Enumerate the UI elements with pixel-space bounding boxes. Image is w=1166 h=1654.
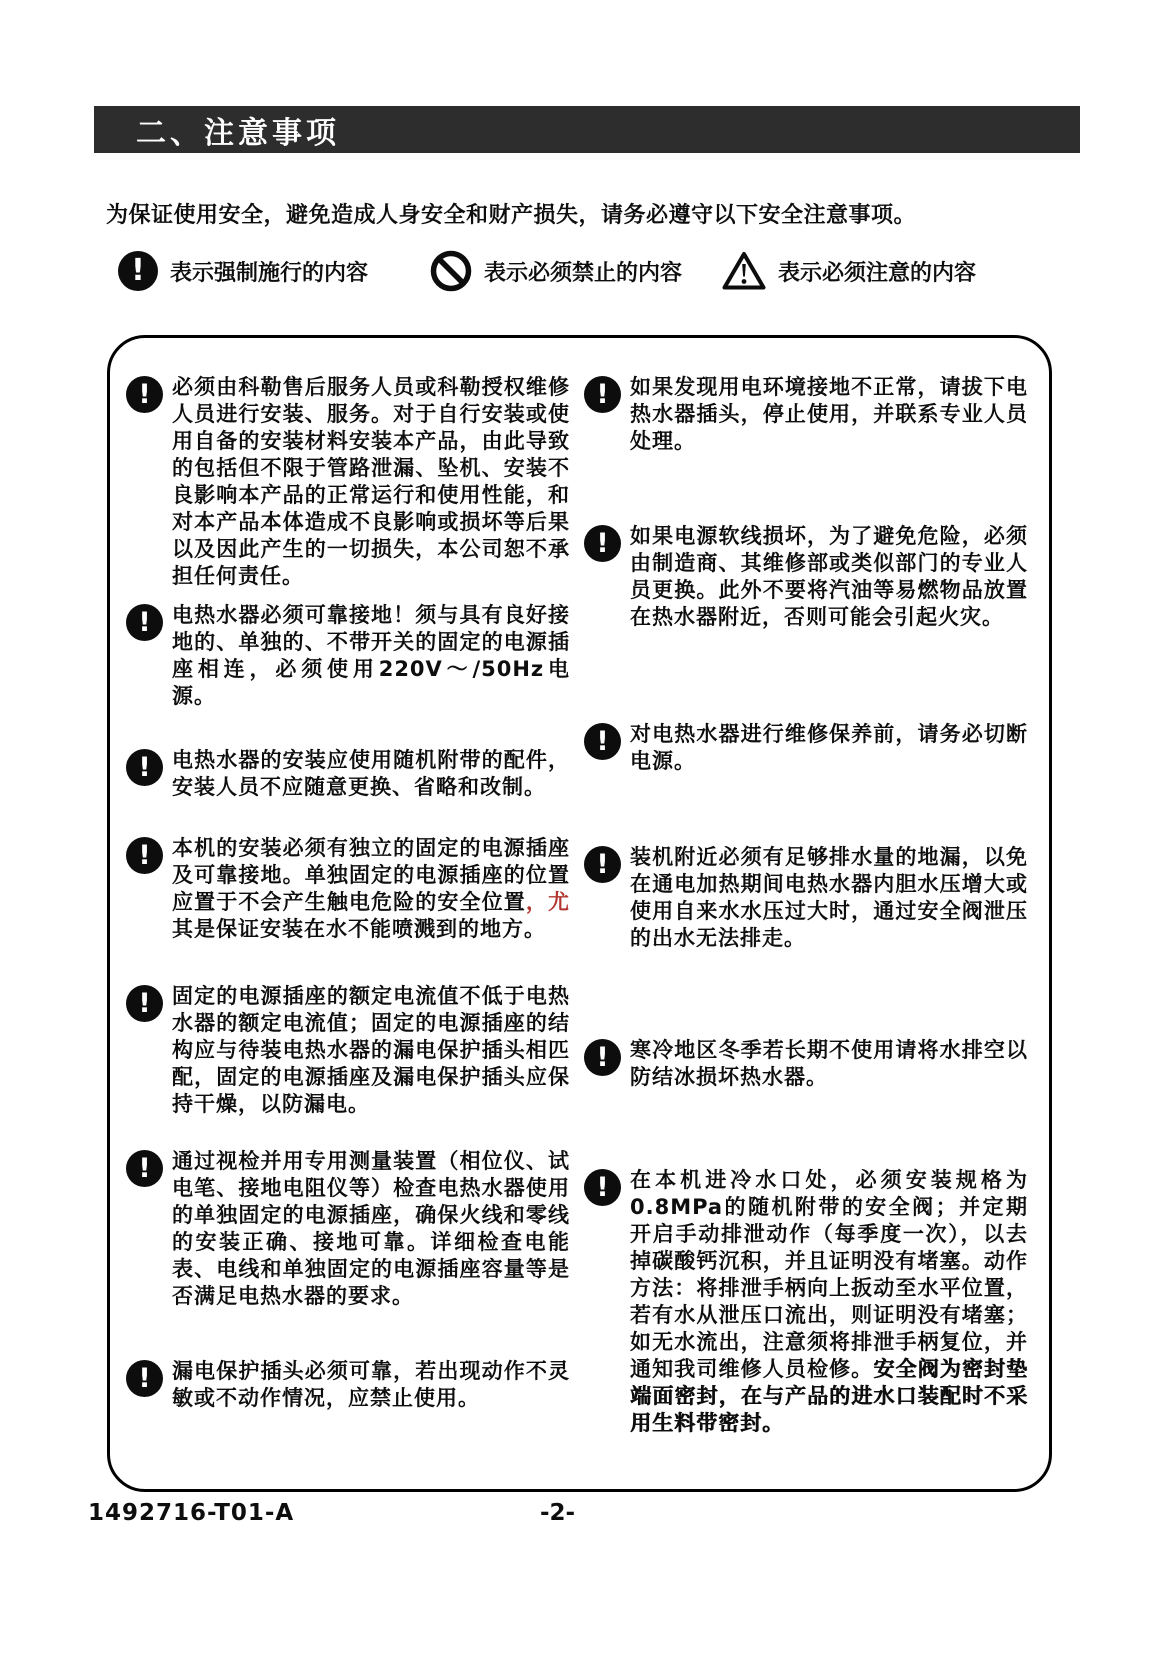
legend-item-prohibition xyxy=(430,250,682,292)
prohibition-icon xyxy=(430,250,472,292)
warning-item xyxy=(584,844,1032,952)
warning-text: 电热水器的安装应使用随机附带的配件，安装人员不应随意更换、省略和改制。 xyxy=(172,748,570,799)
legend-row xyxy=(118,250,976,292)
warning-text: 如果发现用电环境接地不正常，请拔下电热水器插头，停止使用，并联系专业人员处理。 xyxy=(630,375,1028,453)
legend-label: 表示必须禁止的内容 xyxy=(484,260,683,286)
doc-number: 1492716-T01-A xyxy=(88,1500,295,1526)
warning-item xyxy=(126,747,574,801)
warning-text: 本机的安装必须有独立的固定的电源插座及可靠接地。单独固定的电源插座的位置应置于不会产生触电危险的安全位置，尤其是保证安装在水不能喷溅到的地方。 xyxy=(172,836,571,941)
warning-text: 对电热水器进行维修保养前，请务必切断电源。 xyxy=(630,722,1028,773)
mandatory-icon: ! xyxy=(126,376,163,413)
mandatory-icon: ! xyxy=(126,1360,163,1397)
warning-item xyxy=(126,983,574,1118)
warning-item xyxy=(584,374,1032,455)
warning-item xyxy=(126,1148,574,1310)
intro-text: 为保证使用安全，避免造成人身安全和财产损失，请务必遵守以下安全注意事项。 xyxy=(106,203,917,228)
warning-text: 漏电保护插头必须可靠，若出现动作不灵敏或不动作情况，应禁止使用。 xyxy=(172,1359,570,1410)
warning-item xyxy=(584,721,1032,775)
warning-item xyxy=(126,1358,574,1412)
mandatory-icon: ! xyxy=(584,525,621,562)
legend-label: 表示强制施行的内容 xyxy=(170,260,369,286)
warning-text: 必须由科勒售后服务人员或科勒授权维修人员进行安装、服务。对于自行安装或使用自备的安装材料安装本产品，由此导致的包括但不限于管路泄漏、坠机、安装不良影响本产品的正常运行和使用性能，和对本产品本体造成不良影响或损坏等后果以及因此产生的一切损失，本公司恕不承担任何责任。 xyxy=(172,375,570,588)
warning-item xyxy=(584,1167,1032,1437)
warning-item xyxy=(584,1037,1032,1091)
page-number: -2- xyxy=(540,1500,576,1526)
mandatory-icon: ! xyxy=(584,1169,621,1206)
mandatory-icon: ! xyxy=(126,1150,163,1187)
legend-item-mandatory xyxy=(118,251,368,291)
warning-text: 寒冷地区冬季若长期不使用请将水排空以防结冰损坏热水器。 xyxy=(630,1038,1028,1089)
warning-item xyxy=(126,835,574,943)
section-header-bar xyxy=(94,106,1080,153)
warning-item xyxy=(126,602,574,710)
warning-text: 在本机进冷水口处，必须安装规格为0.8MPa的随机附带的安全阀；并定期开启手动排泄动作（每季度一次），以去掉碳酸钙沉积，并且证明没有堵塞。动作方法：将排泄手柄向上扳动至水平位置，若有水从泄压口流出，则证明没有堵塞；如无水流出，注意须将排泄手柄复位，并通知我司维修人员检修。安全阀为密封垫端面密封，在与产品的进水口装配时不采用生料带密封。 xyxy=(630,1168,1029,1435)
mandatory-icon: ! xyxy=(584,723,621,760)
legend-label: 表示必须注意的内容 xyxy=(778,260,977,286)
heavy-emphasis-text: 安全阀为密封垫端面密封，在与产品的进水口装配时不采用生料带密封。 xyxy=(630,1357,1029,1435)
mandatory-icon: ! xyxy=(584,376,621,413)
warnings-left-column xyxy=(126,374,574,1481)
warnings-right-column xyxy=(584,374,1032,1481)
mandatory-icon: ! xyxy=(118,251,158,291)
warning-item xyxy=(584,523,1032,631)
warning-text: 通过视检并用专用测量装置（相位仪、试电笔、接地电阻仪等）检查电热水器使用的单独固定的电源插座，确保火线和零线的安装正确、接地可靠。详细检查电能表、电线和单独固定的电源插座容量等是否满足电热水器的要求。 xyxy=(172,1149,570,1308)
mandatory-icon: ! xyxy=(126,604,163,641)
section-title: 二、注意事项 xyxy=(136,115,340,151)
mandatory-icon: ! xyxy=(584,1039,621,1076)
mandatory-icon: ! xyxy=(126,749,163,786)
mandatory-icon: ! xyxy=(584,846,621,883)
mandatory-icon: ! xyxy=(126,985,163,1022)
red-emphasis-text: ，尤 xyxy=(525,890,571,914)
warning-item xyxy=(126,374,574,590)
mandatory-icon: ! xyxy=(126,837,163,874)
warning-text: 装机附近必须有足够排水量的地漏，以免在通电加热期间电热水器内胆水压增大或使用自来水水压过大时，通过安全阀泄压的出水无法排走。 xyxy=(630,845,1028,950)
warning-text: 固定的电源插座的额定电流值不低于电热水器的额定电流值；固定的电源插座的结构应与待装电热水器的漏电保护插头相匹配，固定的电源插座及漏电保护插头应保持干燥，以防漏电。 xyxy=(172,984,570,1116)
warning-text: 如果电源软线损坏，为了避免危险，必须由制造商、其维修部或类似部门的专业人员更换。此外不要将汽油等易燃物品放置在热水器附近，否则可能会引起火灾。 xyxy=(630,524,1028,629)
warning-text: 电热水器必须可靠接地！须与具有良好接地的、单独的、不带开关的固定的电源插座相连，必须使用220V～/50Hz电源。 xyxy=(172,603,570,708)
legend-item-caution xyxy=(722,251,976,291)
warnings-box xyxy=(107,335,1052,1492)
caution-icon xyxy=(722,251,766,291)
